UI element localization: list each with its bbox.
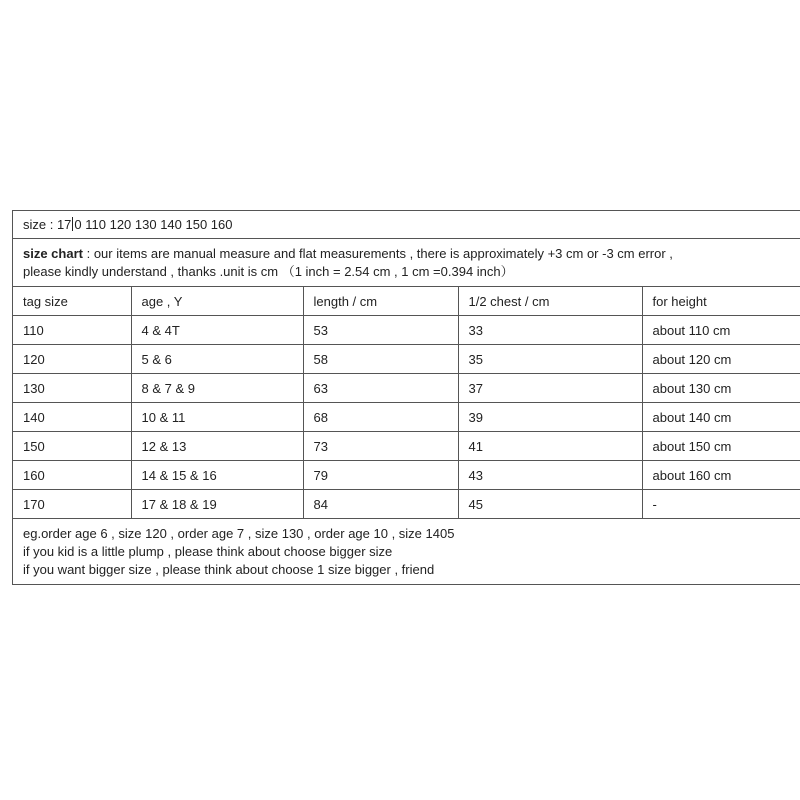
cell-half-chest: 43 [458, 461, 642, 490]
cell-half-chest: 35 [458, 345, 642, 374]
column-header-for-height: for height [642, 287, 800, 316]
available-sizes-suffix: 0 110 120 130 140 150 160 [74, 217, 233, 232]
cell-tag-size: 150 [13, 432, 131, 461]
cell-length: 53 [303, 316, 458, 345]
ordering-note-plump: if you kid is a little plump , please think about choose bigger size [23, 544, 393, 559]
cell-length: 73 [303, 432, 458, 461]
table-header-row [13, 287, 800, 316]
cell-age: 12 & 13 [131, 432, 303, 461]
cell-half-chest: 45 [458, 490, 642, 519]
cell-length: 63 [303, 374, 458, 403]
size-chart-note-line1: : our items are manual measure and flat measurements , there is approximately +3 cm or -3 cm error , [82, 246, 673, 261]
cell-for-height: about 160 cm [642, 461, 800, 490]
cell-length: 58 [303, 345, 458, 374]
cell-length: 79 [303, 461, 458, 490]
size-table [13, 287, 800, 519]
cell-half-chest: 33 [458, 316, 642, 345]
cell-tag-size: 140 [13, 403, 131, 432]
column-header-half-chest: 1/2 chest / cm [458, 287, 642, 316]
table-row [13, 374, 800, 403]
table-row [13, 345, 800, 374]
column-header-length: length / cm [303, 287, 458, 316]
cell-for-height: - [642, 490, 800, 519]
cell-age: 5 & 6 [131, 345, 303, 374]
table-row [13, 490, 800, 519]
cell-tag-size: 120 [13, 345, 131, 374]
table-row [13, 403, 800, 432]
cell-age: 14 & 15 & 16 [131, 461, 303, 490]
size-chart-note-line2: please kindly understand , thanks .unit is cm （1 inch = 2.54 cm , 1 cm =0.394 inch） [23, 264, 514, 279]
cell-length: 68 [303, 403, 458, 432]
cell-tag-size: 130 [13, 374, 131, 403]
cell-half-chest: 41 [458, 432, 642, 461]
available-sizes-line [13, 211, 800, 239]
cell-age: 10 & 11 [131, 403, 303, 432]
column-header-tag-size: tag size [13, 287, 131, 316]
cell-half-chest: 37 [458, 374, 642, 403]
cell-for-height: about 150 cm [642, 432, 800, 461]
table-row [13, 432, 800, 461]
cell-for-height: about 130 cm [642, 374, 800, 403]
cell-tag-size: 170 [13, 490, 131, 519]
table-row [13, 461, 800, 490]
cell-age: 4 & 4T [131, 316, 303, 345]
ordering-note-bigger: if you want bigger size , please think about choose 1 size bigger , friend [23, 562, 435, 577]
cell-half-chest: 39 [458, 403, 642, 432]
cell-length: 84 [303, 490, 458, 519]
size-chart-note [13, 239, 800, 287]
cell-age: 17 & 18 & 19 [131, 490, 303, 519]
ordering-notes [13, 519, 800, 584]
column-header-age: age , Y [131, 287, 303, 316]
cell-tag-size: 110 [13, 316, 131, 345]
ordering-note-example: eg.order age 6 , size 120 , order age 7 , size 130 , order age 10 , size 1405 [23, 526, 455, 541]
cell-tag-size: 160 [13, 461, 131, 490]
cell-age: 8 & 7 & 9 [131, 374, 303, 403]
size-chart-heading: size chart [23, 246, 83, 261]
cell-for-height: about 140 cm [642, 403, 800, 432]
table-row [13, 316, 800, 345]
size-chart-sheet [12, 210, 800, 585]
cell-for-height: about 110 cm [642, 316, 800, 345]
available-sizes-prefix: size : 17 [23, 217, 72, 232]
cell-for-height: about 120 cm [642, 345, 800, 374]
